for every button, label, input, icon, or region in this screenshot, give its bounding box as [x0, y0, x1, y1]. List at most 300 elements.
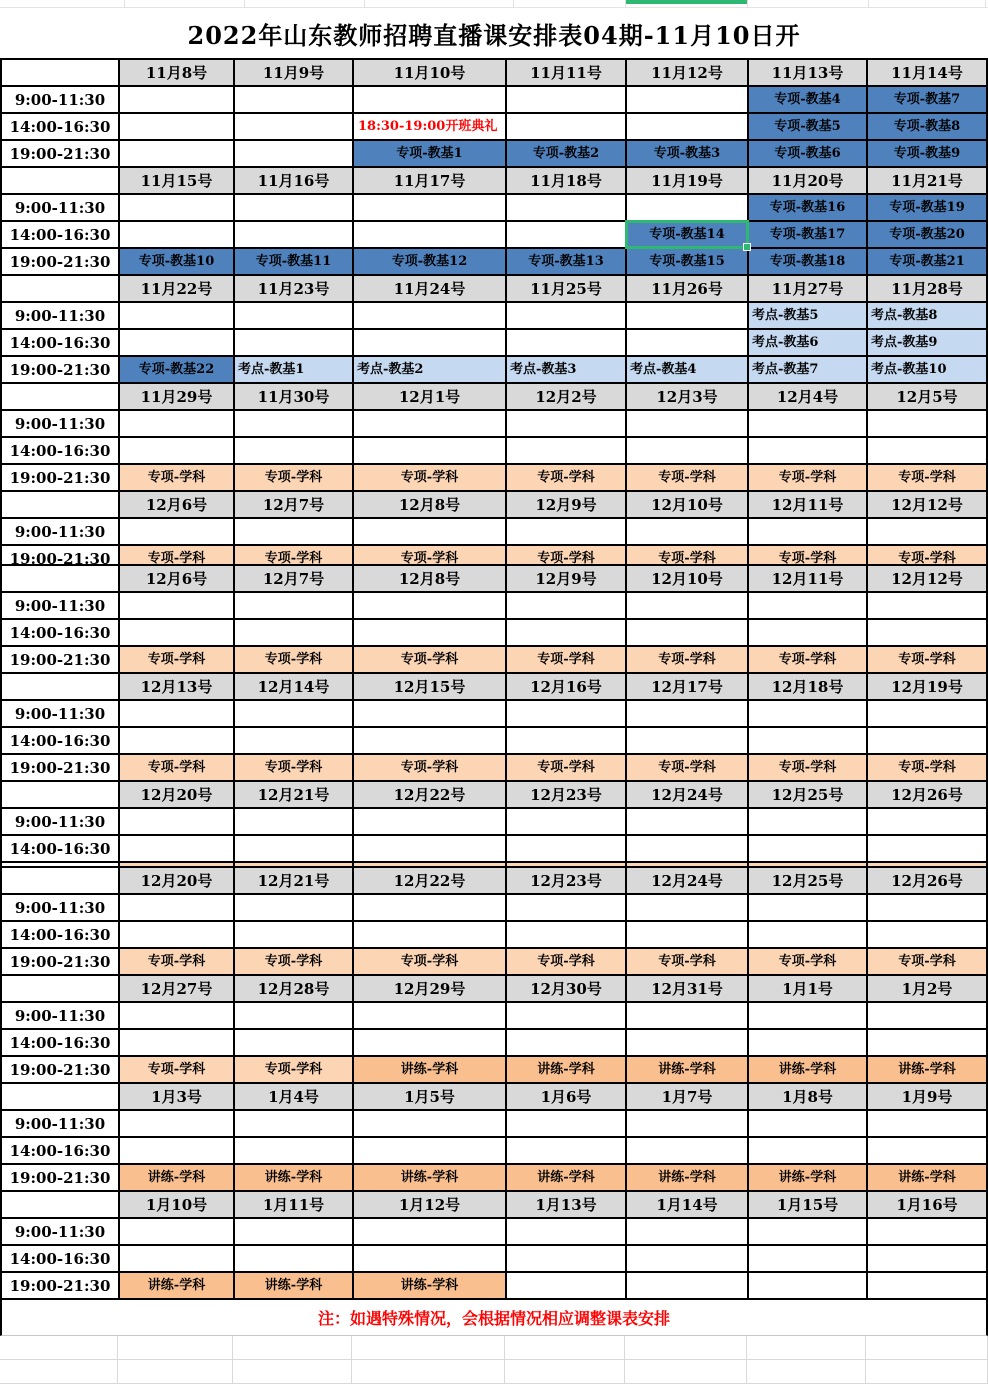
date-header-cell[interactable] [233, 564, 352, 591]
schedule-cell[interactable] [625, 193, 747, 220]
date-header-cell[interactable] [118, 672, 233, 699]
time-label-cell[interactable] [0, 753, 118, 780]
schedule-cell[interactable] [505, 591, 625, 618]
schedule-cell[interactable] [625, 328, 747, 355]
time-label-cell[interactable] [0, 947, 118, 974]
schedule-cell[interactable] [352, 220, 505, 247]
schedule-cell[interactable] [118, 1001, 233, 1028]
date-header-cell[interactable] [625, 1082, 747, 1109]
schedule-cell[interactable] [866, 1136, 988, 1163]
date-header-cell[interactable] [352, 166, 505, 193]
schedule-cell[interactable] [625, 920, 747, 947]
schedule-cell[interactable] [352, 436, 505, 463]
schedule-cell[interactable] [866, 1109, 988, 1136]
schedule-cell[interactable] [505, 139, 625, 166]
schedule-cell[interactable] [352, 893, 505, 920]
date-header-cell[interactable] [505, 58, 625, 85]
schedule-cell[interactable] [625, 301, 747, 328]
schedule-cell[interactable] [505, 355, 625, 382]
schedule-cell[interactable] [747, 893, 866, 920]
schedule-cell[interactable] [505, 220, 625, 247]
schedule-cell[interactable] [866, 920, 988, 947]
schedule-cell[interactable] [866, 517, 988, 544]
schedule-cell[interactable] [866, 1217, 988, 1244]
schedule-cell[interactable] [866, 301, 988, 328]
time-label-cell[interactable] [0, 517, 118, 544]
schedule-cell[interactable] [233, 220, 352, 247]
schedule-cell[interactable] [233, 247, 352, 274]
schedule-cell[interactable] [625, 436, 747, 463]
schedule-cell[interactable] [118, 436, 233, 463]
schedule-cell[interactable] [352, 618, 505, 645]
date-header-cell[interactable] [233, 672, 352, 699]
date-header-cell[interactable] [747, 866, 866, 893]
date-header-cell[interactable] [352, 1190, 505, 1217]
schedule-cell[interactable] [747, 139, 866, 166]
time-label-cell[interactable] [0, 726, 118, 753]
schedule-cell[interactable] [233, 699, 352, 726]
schedule-cell[interactable] [625, 645, 747, 672]
schedule-cell[interactable] [233, 355, 352, 382]
schedule-cell[interactable] [747, 1163, 866, 1190]
schedule-cell[interactable] [866, 893, 988, 920]
date-header-cell[interactable] [747, 58, 866, 85]
time-label-cell[interactable] [0, 1136, 118, 1163]
date-header-cell[interactable] [118, 58, 233, 85]
date-header-cell[interactable] [352, 490, 505, 517]
schedule-cell[interactable] [747, 834, 866, 861]
date-header-cell[interactable] [625, 58, 747, 85]
date-header-cell[interactable] [118, 382, 233, 409]
schedule-cell[interactable] [866, 753, 988, 780]
schedule-cell[interactable] [747, 544, 866, 564]
schedule-cell[interactable] [747, 436, 866, 463]
schedule-cell[interactable] [747, 1055, 866, 1082]
date-header-cell[interactable] [747, 382, 866, 409]
schedule-cell[interactable] [625, 618, 747, 645]
schedule-cell[interactable] [505, 193, 625, 220]
schedule-cell[interactable] [866, 463, 988, 490]
time-label-cell[interactable] [0, 85, 118, 112]
date-header-cell[interactable] [866, 780, 988, 807]
schedule-cell[interactable] [747, 699, 866, 726]
date-header-cell[interactable] [625, 564, 747, 591]
schedule-cell[interactable] [625, 517, 747, 544]
schedule-cell[interactable] [866, 618, 988, 645]
schedule-cell[interactable] [505, 699, 625, 726]
schedule-cell[interactable] [866, 220, 988, 247]
schedule-cell[interactable] [505, 409, 625, 436]
date-header-cell[interactable] [625, 382, 747, 409]
schedule-cell[interactable] [866, 112, 988, 139]
schedule-cell[interactable] [233, 1001, 352, 1028]
date-header-cell[interactable] [747, 564, 866, 591]
schedule-cell[interactable] [505, 247, 625, 274]
schedule-cell[interactable] [352, 645, 505, 672]
schedule-cell[interactable] [118, 409, 233, 436]
schedule-cell[interactable] [118, 753, 233, 780]
schedule-cell[interactable] [233, 85, 352, 112]
schedule-cell[interactable] [118, 112, 233, 139]
schedule-cell[interactable] [505, 893, 625, 920]
schedule-cell[interactable] [118, 193, 233, 220]
schedule-cell[interactable] [352, 1271, 505, 1298]
date-header-cell[interactable] [866, 564, 988, 591]
schedule-cell[interactable] [233, 618, 352, 645]
schedule-cell[interactable] [352, 947, 505, 974]
schedule-cell[interactable] [747, 1244, 866, 1271]
schedule-cell[interactable] [625, 139, 747, 166]
schedule-cell[interactable] [625, 947, 747, 974]
date-header-cell[interactable] [866, 672, 988, 699]
time-label-cell[interactable] [0, 1028, 118, 1055]
schedule-cell[interactable] [233, 1055, 352, 1082]
time-label-cell[interactable] [0, 247, 118, 274]
schedule-cell[interactable] [625, 753, 747, 780]
date-header-cell[interactable] [118, 1082, 233, 1109]
schedule-cell[interactable] [866, 409, 988, 436]
schedule-cell[interactable] [233, 544, 352, 564]
schedule-cell[interactable] [118, 463, 233, 490]
schedule-cell[interactable] [118, 1055, 233, 1082]
schedule-cell[interactable] [866, 726, 988, 753]
date-header-cell[interactable] [505, 166, 625, 193]
date-header-cell[interactable] [352, 866, 505, 893]
schedule-cell[interactable] [747, 947, 866, 974]
schedule-cell[interactable] [352, 139, 505, 166]
schedule-cell[interactable] [866, 1028, 988, 1055]
schedule-cell[interactable] [866, 1244, 988, 1271]
schedule-cell[interactable] [747, 112, 866, 139]
date-header-cell[interactable] [747, 1190, 866, 1217]
schedule-cell[interactable] [505, 1109, 625, 1136]
date-header-cell[interactable] [352, 564, 505, 591]
schedule-cell[interactable] [747, 193, 866, 220]
schedule-cell[interactable] [233, 1136, 352, 1163]
schedule-cell[interactable] [233, 645, 352, 672]
schedule-cell[interactable] [866, 1271, 988, 1298]
schedule-cell[interactable] [233, 301, 352, 328]
schedule-cell[interactable] [505, 301, 625, 328]
date-header-cell[interactable] [505, 1190, 625, 1217]
schedule-cell[interactable] [118, 301, 233, 328]
schedule-cell[interactable] [233, 1217, 352, 1244]
date-header-cell[interactable] [352, 382, 505, 409]
date-header-cell[interactable] [505, 564, 625, 591]
schedule-cell[interactable] [866, 544, 988, 564]
time-label-cell[interactable] [0, 645, 118, 672]
schedule-cell[interactable] [352, 112, 505, 139]
schedule-cell[interactable] [866, 947, 988, 974]
date-header-cell[interactable] [505, 490, 625, 517]
date-header-cell[interactable] [352, 1082, 505, 1109]
schedule-cell[interactable] [352, 1109, 505, 1136]
schedule-cell[interactable] [747, 1217, 866, 1244]
date-header-cell[interactable] [625, 166, 747, 193]
corner-cell[interactable] [0, 780, 118, 807]
schedule-cell[interactable] [747, 85, 866, 112]
schedule-cell[interactable] [747, 328, 866, 355]
schedule-cell[interactable] [625, 1055, 747, 1082]
schedule-cell[interactable] [747, 517, 866, 544]
schedule-cell[interactable] [866, 699, 988, 726]
time-label-cell[interactable] [0, 807, 118, 834]
schedule-cell[interactable] [118, 699, 233, 726]
schedule-cell[interactable] [505, 517, 625, 544]
schedule-cell[interactable] [233, 947, 352, 974]
date-header-cell[interactable] [118, 780, 233, 807]
date-header-cell[interactable] [233, 1082, 352, 1109]
schedule-cell[interactable] [233, 139, 352, 166]
schedule-cell[interactable] [118, 807, 233, 834]
schedule-cell[interactable] [352, 1028, 505, 1055]
schedule-cell[interactable] [352, 699, 505, 726]
corner-cell[interactable] [0, 274, 118, 301]
time-label-cell[interactable] [0, 544, 118, 564]
date-header-cell[interactable] [866, 1190, 988, 1217]
schedule-cell[interactable] [747, 753, 866, 780]
time-label-cell[interactable] [0, 1055, 118, 1082]
date-header-cell[interactable] [866, 1082, 988, 1109]
schedule-cell[interactable] [233, 1028, 352, 1055]
schedule-cell[interactable] [118, 726, 233, 753]
corner-cell[interactable] [0, 672, 118, 699]
schedule-cell[interactable] [505, 1163, 625, 1190]
schedule-cell[interactable] [866, 436, 988, 463]
corner-cell[interactable] [0, 866, 118, 893]
date-header-cell[interactable] [352, 274, 505, 301]
schedule-cell[interactable] [625, 1136, 747, 1163]
date-header-cell[interactable] [233, 1190, 352, 1217]
date-header-cell[interactable] [747, 490, 866, 517]
schedule-cell[interactable] [747, 301, 866, 328]
schedule-cell[interactable] [118, 1217, 233, 1244]
schedule-cell[interactable] [505, 463, 625, 490]
schedule-cell[interactable] [118, 1028, 233, 1055]
date-header-cell[interactable] [505, 866, 625, 893]
time-label-cell[interactable] [0, 193, 118, 220]
schedule-cell[interactable] [625, 1271, 747, 1298]
schedule-cell[interactable] [505, 112, 625, 139]
schedule-cell[interactable] [625, 1163, 747, 1190]
schedule-cell[interactable] [118, 893, 233, 920]
date-header-cell[interactable] [625, 866, 747, 893]
schedule-cell[interactable] [118, 139, 233, 166]
schedule-cell[interactable] [233, 1163, 352, 1190]
date-header-cell[interactable] [866, 166, 988, 193]
date-header-cell[interactable] [118, 166, 233, 193]
schedule-cell[interactable] [625, 834, 747, 861]
schedule-cell[interactable] [625, 409, 747, 436]
date-header-cell[interactable] [233, 780, 352, 807]
schedule-cell[interactable] [866, 1001, 988, 1028]
schedule-cell[interactable] [118, 1136, 233, 1163]
time-label-cell[interactable] [0, 436, 118, 463]
schedule-cell[interactable] [625, 807, 747, 834]
schedule-cell[interactable] [505, 1217, 625, 1244]
schedule-cell[interactable] [352, 517, 505, 544]
schedule-cell[interactable] [747, 463, 866, 490]
schedule-cell[interactable] [118, 1244, 233, 1271]
schedule-cell[interactable] [866, 139, 988, 166]
schedule-cell[interactable] [866, 645, 988, 672]
time-label-cell[interactable] [0, 409, 118, 436]
date-header-cell[interactable] [352, 974, 505, 1001]
schedule-cell[interactable] [505, 618, 625, 645]
schedule-cell[interactable] [625, 355, 747, 382]
schedule-cell[interactable] [747, 409, 866, 436]
schedule-cell[interactable] [352, 328, 505, 355]
schedule-cell[interactable] [352, 807, 505, 834]
date-header-cell[interactable] [118, 490, 233, 517]
schedule-cell[interactable] [233, 726, 352, 753]
schedule-cell[interactable] [625, 699, 747, 726]
date-header-cell[interactable] [866, 974, 988, 1001]
schedule-cell[interactable] [625, 112, 747, 139]
schedule-cell[interactable] [866, 328, 988, 355]
date-header-cell[interactable] [352, 58, 505, 85]
schedule-cell[interactable] [747, 247, 866, 274]
schedule-cell[interactable] [233, 193, 352, 220]
schedule-cell[interactable] [505, 1271, 625, 1298]
time-label-cell[interactable] [0, 618, 118, 645]
date-header-cell[interactable] [866, 866, 988, 893]
schedule-cell[interactable] [505, 834, 625, 861]
schedule-cell[interactable] [118, 645, 233, 672]
schedule-cell[interactable] [625, 463, 747, 490]
schedule-cell[interactable] [118, 1163, 233, 1190]
schedule-cell[interactable] [747, 1028, 866, 1055]
schedule-cell[interactable] [866, 193, 988, 220]
schedule-cell[interactable] [747, 1001, 866, 1028]
date-header-cell[interactable] [118, 564, 233, 591]
date-header-cell[interactable] [505, 382, 625, 409]
date-header-cell[interactable] [233, 490, 352, 517]
corner-cell[interactable] [0, 382, 118, 409]
schedule-cell[interactable] [118, 85, 233, 112]
date-header-cell[interactable] [866, 58, 988, 85]
corner-cell[interactable] [0, 166, 118, 193]
schedule-cell[interactable] [118, 618, 233, 645]
date-header-cell[interactable] [747, 1082, 866, 1109]
schedule-cell[interactable] [352, 1163, 505, 1190]
schedule-cell[interactable] [233, 463, 352, 490]
schedule-cell[interactable] [233, 591, 352, 618]
schedule-cell[interactable] [747, 220, 866, 247]
schedule-cell[interactable] [505, 947, 625, 974]
schedule-cell[interactable] [352, 193, 505, 220]
schedule-cell[interactable] [747, 807, 866, 834]
corner-cell[interactable] [0, 564, 118, 591]
schedule-cell[interactable] [505, 436, 625, 463]
date-header-cell[interactable] [352, 672, 505, 699]
time-label-cell[interactable] [0, 834, 118, 861]
date-header-cell[interactable] [625, 490, 747, 517]
schedule-cell[interactable] [505, 85, 625, 112]
schedule-cell[interactable] [747, 618, 866, 645]
schedule-cell[interactable] [118, 947, 233, 974]
schedule-cell[interactable] [352, 1001, 505, 1028]
date-header-cell[interactable] [505, 780, 625, 807]
schedule-cell[interactable] [505, 753, 625, 780]
date-header-cell[interactable] [233, 974, 352, 1001]
schedule-cell[interactable] [866, 1163, 988, 1190]
schedule-cell[interactable] [625, 544, 747, 564]
corner-cell[interactable] [0, 1082, 118, 1109]
date-header-cell[interactable] [747, 274, 866, 301]
corner-cell[interactable] [0, 490, 118, 517]
schedule-cell[interactable] [118, 591, 233, 618]
schedule-cell[interactable] [866, 807, 988, 834]
schedule-cell[interactable] [625, 726, 747, 753]
date-header-cell[interactable] [505, 672, 625, 699]
schedule-cell[interactable] [866, 1055, 988, 1082]
schedule-cell[interactable] [866, 834, 988, 861]
date-header-cell[interactable] [625, 780, 747, 807]
schedule-cell[interactable] [747, 645, 866, 672]
schedule-cell[interactable] [352, 920, 505, 947]
schedule-cell[interactable] [505, 1136, 625, 1163]
time-label-cell[interactable] [0, 463, 118, 490]
time-label-cell[interactable] [0, 920, 118, 947]
date-header-cell[interactable] [866, 382, 988, 409]
schedule-cell[interactable] [505, 920, 625, 947]
schedule-cell[interactable] [233, 807, 352, 834]
date-header-cell[interactable] [505, 274, 625, 301]
time-label-cell[interactable] [0, 1109, 118, 1136]
schedule-cell[interactable] [625, 893, 747, 920]
date-header-cell[interactable] [625, 974, 747, 1001]
schedule-cell[interactable] [505, 645, 625, 672]
schedule-cell[interactable] [625, 1028, 747, 1055]
date-header-cell[interactable] [233, 166, 352, 193]
date-header-cell[interactable] [866, 490, 988, 517]
schedule-cell[interactable] [352, 85, 505, 112]
schedule-cell[interactable] [747, 355, 866, 382]
schedule-cell[interactable] [505, 726, 625, 753]
schedule-cell[interactable] [352, 1055, 505, 1082]
schedule-cell[interactable] [866, 591, 988, 618]
schedule-cell[interactable] [352, 355, 505, 382]
schedule-cell[interactable] [625, 247, 747, 274]
schedule-cell[interactable] [118, 517, 233, 544]
date-header-cell[interactable] [747, 166, 866, 193]
schedule-cell[interactable] [118, 220, 233, 247]
schedule-cell[interactable] [233, 409, 352, 436]
schedule-cell[interactable] [118, 247, 233, 274]
time-label-cell[interactable] [0, 1001, 118, 1028]
schedule-cell[interactable] [118, 544, 233, 564]
date-header-cell[interactable] [505, 1082, 625, 1109]
schedule-cell[interactable] [505, 544, 625, 564]
selected-cell[interactable] [625, 220, 747, 247]
schedule-cell[interactable] [747, 1109, 866, 1136]
schedule-cell[interactable] [118, 328, 233, 355]
schedule-cell[interactable] [233, 893, 352, 920]
time-label-cell[interactable] [0, 1244, 118, 1271]
schedule-cell[interactable] [352, 726, 505, 753]
schedule-cell[interactable] [747, 726, 866, 753]
date-header-cell[interactable] [747, 974, 866, 1001]
time-label-cell[interactable] [0, 699, 118, 726]
schedule-cell[interactable] [505, 1001, 625, 1028]
schedule-cell[interactable] [118, 1271, 233, 1298]
schedule-cell[interactable] [233, 1244, 352, 1271]
schedule-cell[interactable] [233, 436, 352, 463]
schedule-cell[interactable] [625, 1244, 747, 1271]
time-label-cell[interactable] [0, 355, 118, 382]
time-label-cell[interactable] [0, 1163, 118, 1190]
